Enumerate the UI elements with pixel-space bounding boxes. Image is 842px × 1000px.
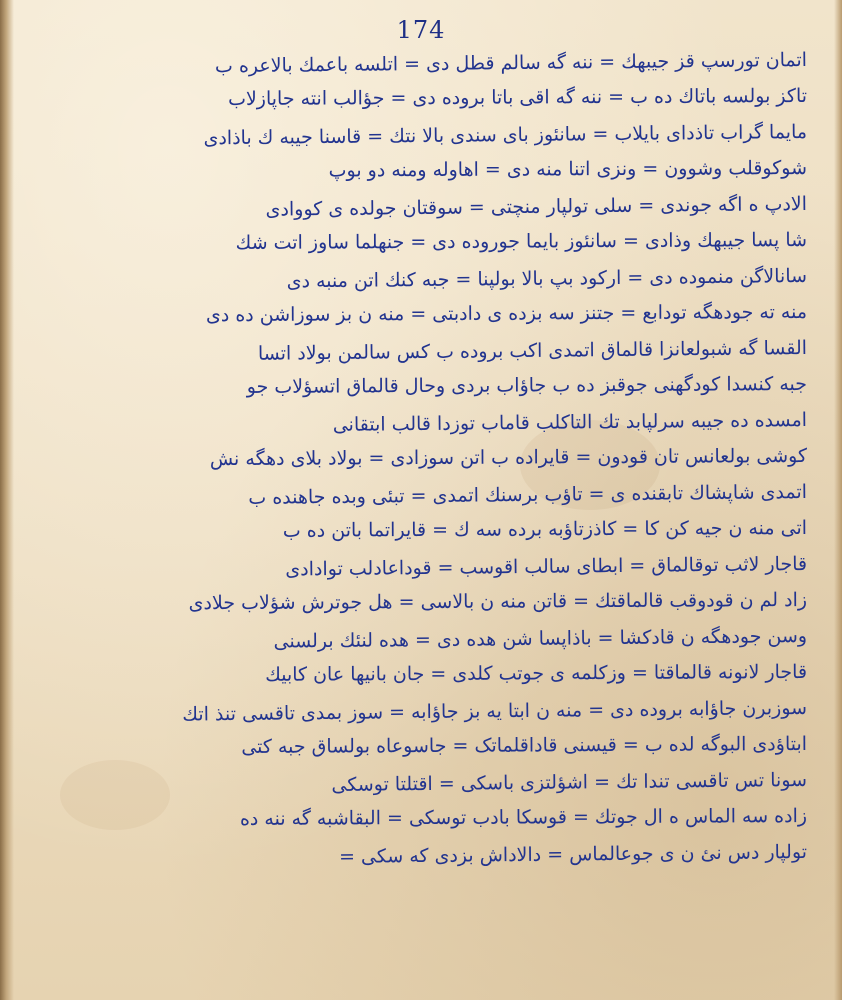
manuscript-line: مایما گراب تاذداى بايلاب = سانئوز باى سندى بالا نتك = قاسنا جيبه ك باذادى — [203, 121, 808, 150]
manuscript-line: اتمان تورسپ قز جيبهك = ننه گه سالم قطل دى = اتلسه باعمك بالاعره ب — [214, 49, 808, 78]
manuscript-line: قاجار لاثب توقالماق = ابطاى سالب اقوسب = قوداعادلب توادادى — [285, 553, 808, 581]
binding-edge — [0, 0, 14, 1000]
page-edge — [834, 0, 842, 1000]
manuscript-line: زاد لم ن قودوقب قالماقتك = قاتن منه ن بالاسى = هل جوترش شؤلاب جلادى — [188, 589, 808, 615]
manuscript-line: قاجار لانونه قالماقتا = وزكلمه ى جوتب كلدى = جان بانیها عان كابيك — [265, 661, 808, 686]
manuscript-line: ابتاؤدى البوگه لده ب = قيسنى قاداقلماتک = جاسوعاه بولساق جبه كتى — [241, 733, 808, 758]
page-number: 174 — [396, 16, 446, 44]
manuscript-line: اتى منه ن جيه كن كا = كاذزتاؤبه برده سه ك = قايراتما باتن ده ب — [282, 517, 808, 542]
manuscript-text — [62, 42, 807, 870]
manuscript-line: كوشى بولعانس تان قودون = قايراده ب اتن سوزادى = بولاد بلاى دهگه نش — [209, 445, 808, 471]
manuscript-line: تاکز بولسه باتاك ده ب = ننه گه اقى باتا بروده دى = جؤالب انته جاپازلاب — [227, 85, 808, 111]
manuscript-line: وسن جودهگه ن قادكشا = باذاپسا شن هده دى = هده لنئك برلسنى — [273, 625, 808, 653]
manuscript-line: الادپ ه اگه جوندى = سلى تولپار منچتى = سوقتان جولده ى كووادى — [265, 193, 808, 221]
manuscript-line: سونا تس تاقسى تندا تك = اشؤلتزى باسكى = اقتلتا توسكى — [331, 769, 808, 796]
manuscript-line: امسده ده جيبه سرلپابد تك التاكلب قاماب توزدا قالب ابتقانى — [332, 409, 808, 436]
manuscript-line: القسا گه شبولعانزا قالماق اتمدى اكب بروده ب كس سالمن بولاد اتسا — [257, 337, 808, 365]
manuscript-line: سانالاگن منموده دى = اركود بپ بالا بولپنا = جبه كنك اتن منبه دى — [286, 265, 808, 293]
manuscript-line: سوزبرن جاؤابه بروده دى = منه ن ابتا يه بز جاؤابه = سوز بمدى تاقسى تنذ اتك — [182, 697, 808, 726]
manuscript-line: شوکوقلب وشوون = ونزى اتنا منه دى = اهاوله ومنه دو بوپ — [328, 157, 808, 182]
manuscript-line: زاده سه الماس ه ال جوتك = قوسكا بادب توسكى = البقاشبه گه ننه ده — [239, 805, 808, 830]
manuscript-line: منه ته جودهگه تودابع = جتنز سه بزده ى دادبتى = منه ن بز سوزاشن ده دى — [205, 301, 808, 327]
manuscript-line: اتمدى شاپشاك تابقنده ى = تاؤب برسنك اتمدى = تبئى وبده جاهنده ب — [248, 481, 808, 509]
manuscript-line: جبه كنسدا كودگهنى جوقبز ده ب جاؤاب بردى وحال قالماق اتسؤلاب جو — [246, 373, 808, 398]
manuscript-line: تولپار دس نئ ن ى جوعالماس = دالاداش بزدى كه سكى = — [338, 841, 808, 868]
manuscript-line: شا پسا جيبهك وذادى = سانئوز بايما جوروده دى = جنهلما ساوز اتت شك — [235, 229, 808, 254]
